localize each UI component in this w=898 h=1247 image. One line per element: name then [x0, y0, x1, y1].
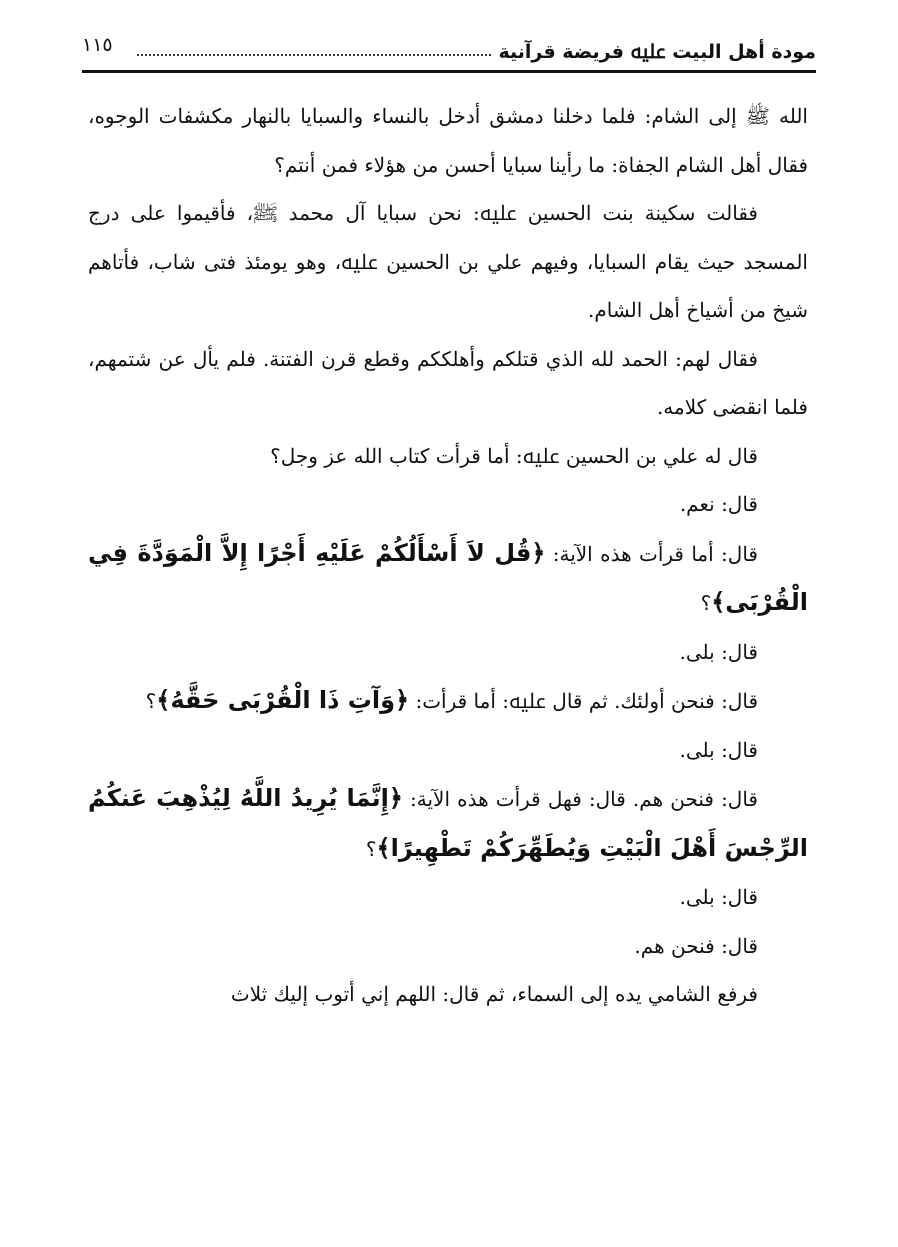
paragraph [88, 432, 808, 481]
paragraph-text: قال: فنحن هم. قال: فهل قرأت هذه الآية: [402, 787, 758, 811]
paragraph-text: قال: فنحن أولئك. ثم قال ﷷ: أما قرأت: [409, 689, 758, 713]
paragraph-text: قال: بلى. [679, 639, 758, 664]
running-header [82, 28, 816, 68]
paragraph [88, 529, 808, 628]
paragraph-text: فقالت سكينة بنت الحسين ﷷ: نحن سبايا آل محمد ﷺ، فأقيموا على درج المسجد حيث يقام السبايا، وفيهم علي بن الحسين ﷷ، وهو يومئذ فتى شاب، فأتاهم شيخ من أشياخ أهل الشام. [88, 201, 808, 322]
paragraph-text: قال: فنحن هم. [634, 933, 758, 958]
paragraph-text: قال: بلى. [679, 885, 758, 909]
paragraph-text: قال: نعم. [679, 492, 758, 516]
paragraph-text: ؟ [145, 689, 157, 713]
paragraph-text: فقال لهم: الحمد لله الذي قتلكم وأهلككم وقطع قرن الفتنة. فلم يأل عن شتمهم، فلما انقضى كلامه. [88, 346, 808, 419]
paragraph [88, 480, 808, 529]
header-rule [82, 70, 816, 73]
paragraph-text: فرفع الشامي يده إلى السماء، ثم قال: اللهم إني أتوب إليك ثلاث [230, 982, 758, 1006]
paragraph [88, 922, 808, 971]
paragraph [88, 970, 808, 1019]
body-text [88, 92, 808, 1019]
header-title: مودة أهل البيت ﷷ فريضة قرآنية [498, 41, 816, 63]
paragraph [88, 189, 808, 335]
paragraph [88, 873, 808, 922]
paragraph-text: ؟ [700, 591, 712, 615]
quran-verse: ﴿وَآتِ ذَا الْقُرْبَى حَقَّهُ﴾ [156, 686, 410, 714]
paragraph-text: قال له علي بن الحسين ﷷ: أما قرأت كتاب الله عز وجل؟ [270, 443, 758, 468]
paragraph-text: قال: أما قرأت هذه الآية: [545, 541, 758, 566]
page-number: ١١٥ [82, 34, 113, 56]
paragraph [88, 628, 808, 677]
quran-verse: ﴿قُل لاَ أَسْأَلُكُمْ عَلَيْهِ أَجْرًا إِلاَّ الْمَوَدَّةَ فِي الْقُرْبَى﴾ [88, 538, 808, 616]
paragraph-text: ؟ [365, 836, 377, 861]
header-dot-leader [137, 40, 491, 56]
quran-verse: ﴿إِنَّمَا يُرِيدُ اللَّهُ لِيُذْهِبَ عَنكُمُ الرِّجْسَ أَهْلَ الْبَيْتِ وَيُطَهِّرَكُمْ تَطْهِيرًا﴾ [88, 784, 808, 862]
paragraph [88, 92, 808, 189]
paragraph-text: الله ﷺ إلى الشام: فلما دخلنا دمشق أدخل بالنساء والسبايا بالنهار مكشفات الوجوه، فقال أهل الشام الجفاة: ما رأينا سبايا أحسن من هؤلاء فمن أنتم؟ [88, 104, 808, 177]
paragraph [88, 676, 808, 726]
paragraph-text: قال: بلى. [679, 737, 758, 762]
paragraph [88, 335, 808, 432]
paragraph [88, 726, 808, 775]
paragraph [88, 774, 808, 873]
